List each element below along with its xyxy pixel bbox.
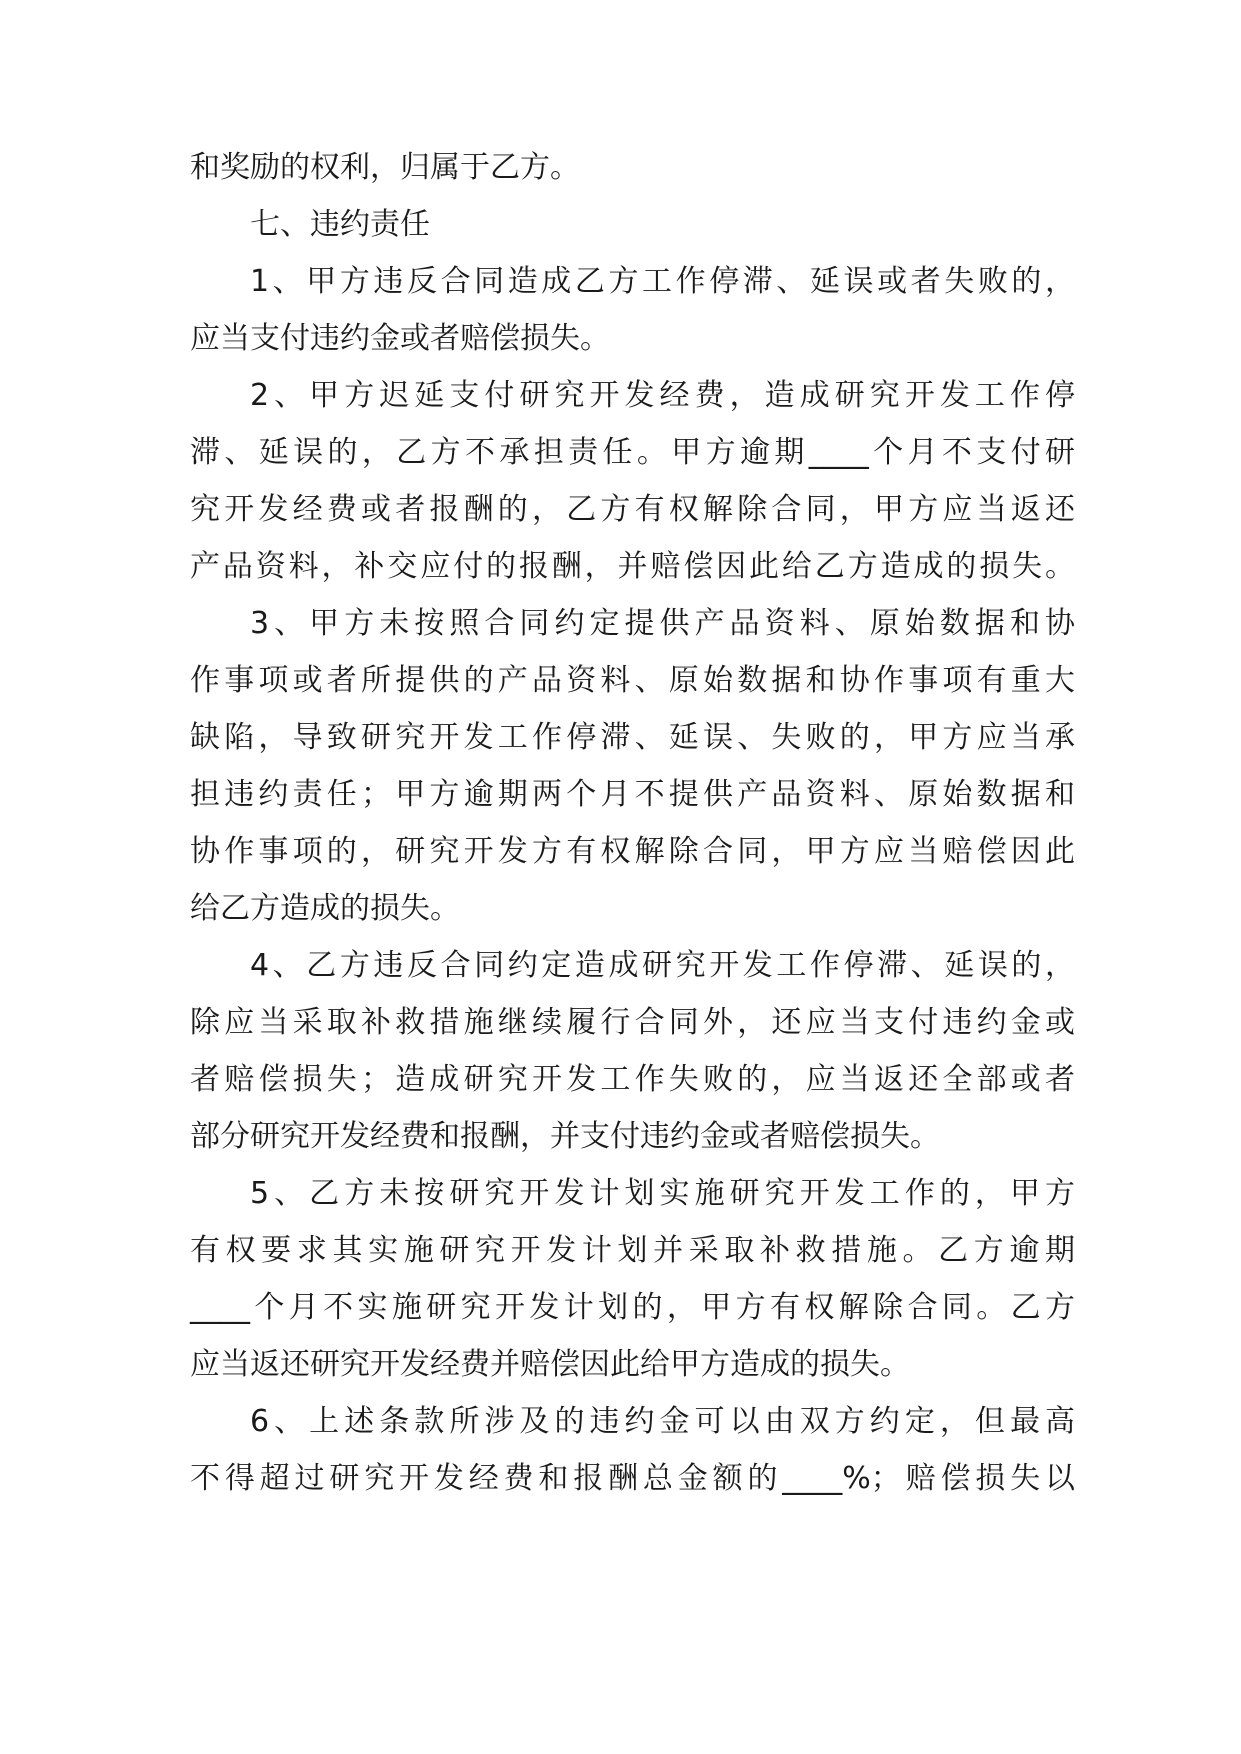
section-heading: 七、违约责任 (250, 207, 430, 242)
text-line: 者赔偿损失；造成研究开发工作失败的，应当返还全部或者 (190, 1062, 1075, 1097)
text-line: 有权要求其实施研究开发计划并采取补救措施。乙方逾期 (190, 1233, 1075, 1268)
text-line: 除应当采取补救措施继续履行合同外，还应当支付违约金或 (190, 1005, 1075, 1040)
text-line: 应当支付违约金或者赔偿损失。 (190, 321, 610, 356)
text-line: 6、上述条款所涉及的违约金可以由双方约定，但最高 (250, 1404, 1075, 1439)
text-line: 担违约责任；甲方逾期两个月不提供产品资料、原始数据和 (190, 777, 1075, 812)
text-line: 究开发经费或者报酬的，乙方有权解除合同，甲方应当返还 (190, 492, 1075, 527)
text-line: 缺陷，导致研究开发工作停滞、延误、失败的，甲方应当承 (190, 720, 1075, 755)
text-line: 应当返还研究开发经费并赔偿因此给甲方造成的损失。 (190, 1347, 910, 1382)
text-line: 不得超过研究开发经费和报酬总金额的____%；赔偿损失以 (190, 1461, 1075, 1496)
text-line: 1、甲方违反合同造成乙方工作停滞、延误或者失败的， (250, 264, 1075, 299)
text-line: ____个月不实施研究开发计划的，甲方有权解除合同。乙方 (190, 1290, 1075, 1325)
text-line: 协作事项的，研究开发方有权解除合同，甲方应当赔偿因此 (190, 834, 1075, 869)
text-line: 部分研究开发经费和报酬，并支付违约金或者赔偿损失。 (190, 1119, 940, 1154)
text-line: 2、甲方迟延支付研究开发经费，造成研究开发工作停 (250, 378, 1075, 413)
text-line: 3、甲方未按照合同约定提供产品资料、原始数据和协 (250, 606, 1075, 641)
text-line: 产品资料，补交应付的报酬，并赔偿因此给乙方造成的损失。 (190, 549, 1075, 584)
text-line: 和奖励的权利，归属于乙方。 (190, 150, 580, 185)
text-line: 4、乙方违反合同约定造成研究开发工作停滞、延误的， (250, 948, 1075, 983)
text-line: 给乙方造成的损失。 (190, 891, 460, 926)
text-line: 作事项或者所提供的产品资料、原始数据和协作事项有重大 (190, 663, 1075, 698)
text-line: 滞、延误的，乙方不承担责任。甲方逾期____个月不支付研 (190, 435, 1075, 470)
text-line: 5、乙方未按研究开发计划实施研究开发工作的，甲方 (250, 1176, 1075, 1211)
